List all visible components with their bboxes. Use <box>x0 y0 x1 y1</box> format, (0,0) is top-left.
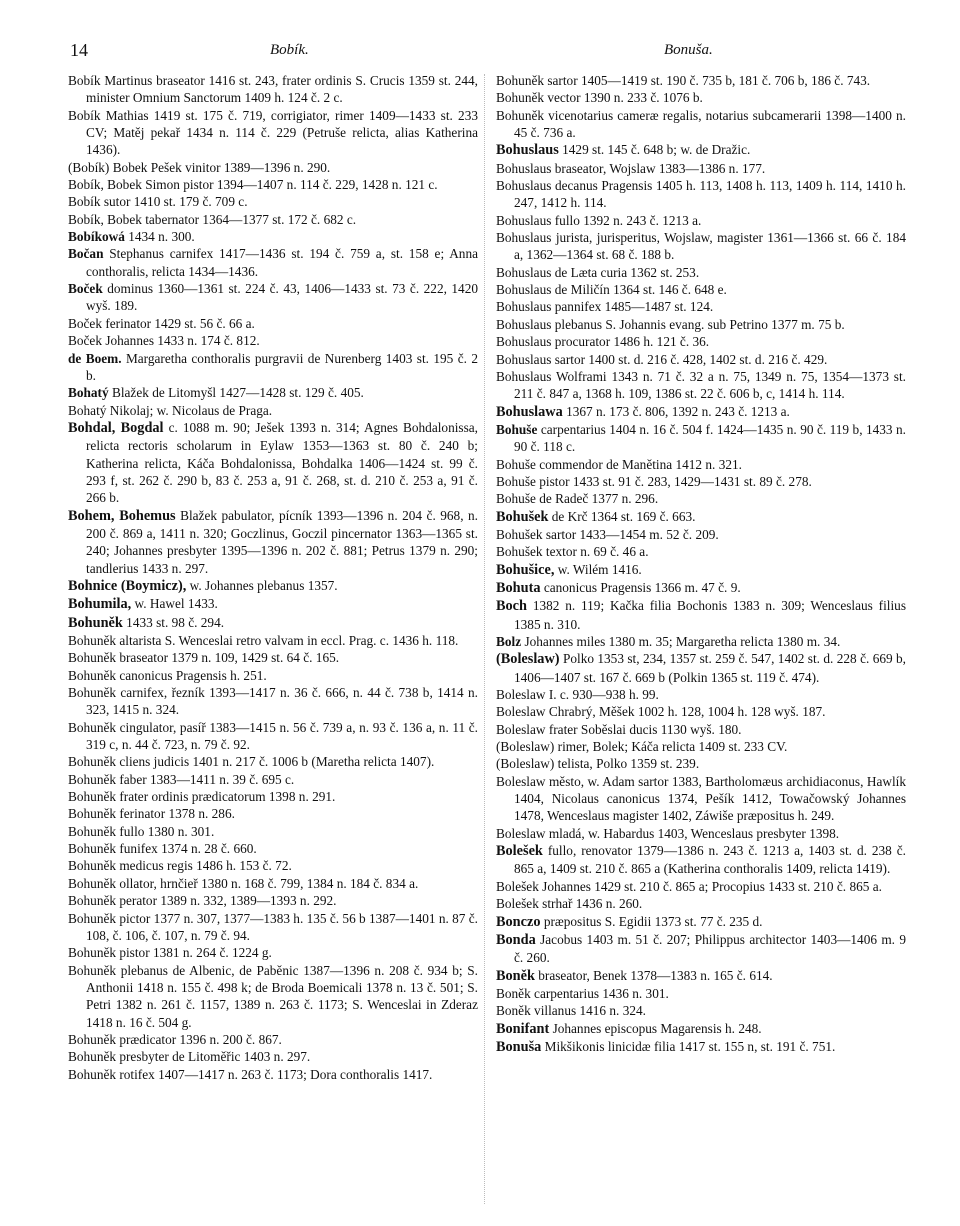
entry-text: Blažek de Litomyšl 1427—1428 st. 129 č. 405. <box>111 385 364 401</box>
index-entry <box>68 577 478 595</box>
entry-text: de Krč 1364 st. 169 č. 663. <box>551 508 696 524</box>
entry-headword: Bohuněk <box>68 823 117 839</box>
index-entry <box>496 107 906 142</box>
index-entry <box>496 368 906 403</box>
entry-text: decanus Pragensis 1405 h. 113, 1408 h. 113, 1409 h. 114, 1410 h. 247, 1412 h. 114. <box>514 178 907 211</box>
entry-text: vector 1390 n. 233 č. 1076 b. <box>547 90 703 106</box>
entry-text: fullo 1380 n. 301. <box>119 823 215 839</box>
index-entry <box>68 1031 478 1048</box>
entry-headword: Bonda <box>496 931 536 948</box>
entry-headword: Bohuše <box>496 473 536 489</box>
entry-headword: Bohuslaus <box>496 299 552 315</box>
entry-headword: Boch <box>496 598 527 615</box>
entry-text: de Miličín 1364 st. 146 č. 648 e. <box>554 282 727 298</box>
index-entry <box>496 686 906 703</box>
index-entry <box>496 773 906 825</box>
entry-headword: Bohuslaus <box>496 282 552 298</box>
index-entry <box>496 967 906 985</box>
entry-text: plebanus S. Johannis evang. sub Petrino 1377 m. 75 b. <box>554 316 845 332</box>
index-entry <box>68 350 478 385</box>
entry-text: cliens judicis 1401 n. 217 č. 1006 b (Maretha relicta 1407). <box>119 754 435 770</box>
index-entry <box>496 543 906 560</box>
entry-headword: Bohuslaus <box>496 316 552 332</box>
index-entry <box>496 1020 906 1038</box>
entry-headword: Bohuněk <box>68 789 117 805</box>
entry-text: w. Wilém 1416. <box>557 561 642 577</box>
entry-text: fullo 1392 n. 243 č. 1213 a. <box>554 212 702 228</box>
index-entry <box>68 315 478 332</box>
entry-headword: Bobík <box>68 194 101 210</box>
entry-headword: Bohuněk <box>496 107 545 123</box>
entry-headword: Boněk <box>496 967 535 984</box>
entry-text: ferinator 1429 st. 56 č. 66 a. <box>105 315 255 331</box>
index-entry <box>496 456 906 473</box>
entry-headword: Bohuněk <box>68 875 117 891</box>
entry-text: Pešek vinitor 1389—1396 n. 290. <box>150 159 331 175</box>
entry-headword: Bohuněk <box>68 667 117 683</box>
entry-headword: Bohumila, <box>68 596 132 613</box>
entry-headword: Bočan <box>68 246 104 262</box>
index-entry <box>496 72 906 89</box>
entry-text: funifex 1374 n. 28 č. 660. <box>119 841 257 857</box>
entry-text: Mathias 1419 st. 175 č. 719, corrigiator, rimer 1409—1433 st. 233 CV; Matěj pekař 1434 n. 114 č. 229 (Petruše relicta, alias Katherina 1436). <box>86 107 479 158</box>
index-entry <box>68 892 478 909</box>
entry-text: prædicator 1396 n. 200 č. 867. <box>119 1031 282 1047</box>
entry-text: 1434 n. 300. <box>128 229 195 245</box>
entry-headword: Bohem, Bohemus <box>68 507 176 524</box>
entry-headword: Bohuše <box>496 421 538 437</box>
entry-headword: Bohuslaus <box>496 368 552 384</box>
index-entry <box>496 281 906 298</box>
index-entry <box>496 473 906 490</box>
index-entry <box>68 667 478 684</box>
entry-headword: Boleslaw <box>496 687 546 703</box>
entry-headword: Bohuněk <box>68 1049 117 1065</box>
index-entry <box>68 507 478 577</box>
entry-text: tabernator 1364—1377 st. 172 č. 682 c. <box>145 211 357 227</box>
entry-text: 1367 n. 173 č. 806, 1392 n. 243 č. 1213 a. <box>566 403 790 419</box>
index-entry <box>496 264 906 281</box>
entry-text: medicus regis 1486 h. 153 č. 72. <box>119 858 292 874</box>
entry-text: altarista S. Wenceslai retro valvam in eccl. Prag. c. 1436 h. 118. <box>119 633 459 648</box>
entry-text: de Radeč 1377 n. 296. <box>539 491 659 507</box>
entry-headword: Bonczo <box>496 913 541 930</box>
index-entry <box>68 788 478 805</box>
entry-text: Johannes 1429 st. 210 č. 865 a; Procopius 1433 st. 210 č. 865 a. <box>542 878 882 894</box>
entry-headword: Bohuněk <box>68 1066 117 1082</box>
index-entry <box>68 72 478 107</box>
entry-text: canonicus Pragensis 1366 m. 47 č. 9. <box>543 579 741 595</box>
entry-text: strhař 1436 n. 260. <box>542 896 643 912</box>
entry-text: Johannes 1433 n. 174 č. 812. <box>105 333 260 349</box>
index-entry <box>496 298 906 315</box>
entry-text: jurista, jurisperitus, Wojslaw, magister 1361—1366 st. 66 č. 184 a, 1362—1364 st. 68 č. 188 b. <box>514 230 906 263</box>
entry-text: cingulator, pasíř 1383—1415 n. 56 č. 739 a, n. 93 č. 136 a, n. 11 č. 319 c, n. 44 č. 723, n. 79 č. 92. <box>86 719 479 753</box>
entry-headword: Boleslaw <box>496 721 546 737</box>
index-entry <box>68 632 478 649</box>
entry-headword: Boněk <box>496 1003 531 1019</box>
entry-headword: (Bobík) Bobek <box>68 159 148 175</box>
index-entry <box>68 875 478 892</box>
running-head-right: Bonuša. <box>664 42 713 58</box>
entry-text: Jacobus 1403 m. 51 č. 207; Philippus architector 1403—1406 m. 9 č. 260. <box>514 931 907 966</box>
entry-text: frater ordinis prædicatorum 1398 n. 291. <box>119 789 336 805</box>
index-entry <box>68 107 478 159</box>
entry-text: Mikšikonis linicidæ filia 1417 st. 155 n, st. 191 č. 751. <box>544 1038 836 1054</box>
page-number: 14 <box>70 40 88 60</box>
entry-text: dominus 1360—1361 st. 224 č. 43, 1406—1433 st. 73 č. 222, 1420 wyš. 189. <box>86 281 479 314</box>
index-entry <box>68 910 478 945</box>
entry-text: pistor 1433 st. 91 č. 283, 1429—1431 st. 89 č. 278. <box>539 473 812 489</box>
left-column <box>68 72 478 1083</box>
index-entry <box>496 721 906 738</box>
index-entry <box>68 402 478 419</box>
right-column <box>496 72 906 1056</box>
entry-text: sartor 1405—1419 st. 190 č. 735 b, 181 č. 706 b, 186 č. 743. <box>547 73 871 88</box>
entry-text: pistor 1381 n. 264 č. 1224 g. <box>119 945 272 961</box>
entry-text: I. c. 930—938 h. 99. <box>548 687 659 703</box>
index-entry <box>68 684 478 719</box>
entry-text: Margaretha conthoralis purgravii de Nurenberg 1403 st. 195 č. 2 b. <box>86 350 479 383</box>
index-entry <box>68 193 478 210</box>
entry-text: telista, Polko 1359 st. 239. <box>557 756 700 772</box>
index-entry <box>496 1038 906 1056</box>
index-entry <box>68 211 478 228</box>
entry-headword: Bolešek <box>496 843 543 860</box>
entry-text: ferinator 1378 n. 286. <box>119 806 235 822</box>
index-entry <box>68 1066 478 1083</box>
index-entry <box>496 508 906 526</box>
entry-headword: Bohušice, <box>496 561 555 578</box>
entry-headword: Bobík, Bobek <box>68 177 142 193</box>
index-entry <box>68 719 478 754</box>
entry-headword: Bobík <box>68 73 101 88</box>
index-entry <box>496 141 906 159</box>
entry-headword: Boněk <box>496 985 531 1001</box>
entry-headword: Bohušek <box>496 526 543 542</box>
entry-headword: Bohuněk <box>68 841 117 857</box>
entry-headword: Bobík <box>68 107 101 123</box>
entry-headword: Bohuněk <box>68 910 117 926</box>
entry-headword: Bohušek <box>496 508 549 525</box>
entry-headword: Boček <box>68 315 102 331</box>
index-entry <box>496 842 906 878</box>
entry-headword: Bohuta <box>496 579 541 596</box>
running-head-left: Bobík. <box>270 42 309 58</box>
entry-headword: Boleslaw <box>496 825 546 841</box>
index-entry <box>68 384 478 401</box>
index-entry <box>496 333 906 350</box>
entry-headword: Bohuslaus <box>496 142 559 159</box>
entry-headword: Bohuněk <box>496 90 545 106</box>
entry-headword: Bonuša <box>496 1038 542 1055</box>
entry-text: braseator, Benek 1378—1383 n. 165 č. 614. <box>538 967 773 983</box>
entry-text: fullo, renovator 1379—1386 n. 243 č. 1213 a, 1403 st. d. 238 č. 865 a, 1409 st. 210 č. 865 a (Katherina conthoralis 1409, relicta 1419). <box>514 843 906 877</box>
index-entry <box>68 332 478 349</box>
entry-headword: Bohatý <box>68 385 109 401</box>
entry-text: ollator, hrnčieř 1380 n. 168 č. 799, 1384 n. 184 č. 834 a. <box>119 875 419 891</box>
index-entry <box>68 649 478 666</box>
entry-text: carpentarius 1404 n. 16 č. 504 f. 1424—1435 n. 90 č. 119 b, 1433 n. 90 č. 118 c. <box>514 421 906 455</box>
entry-text: præpositus S. Egidii 1373 st. 77 č. 235 d. <box>543 913 763 929</box>
index-entry <box>496 650 906 686</box>
entry-text: Johannes episcopus Magarensis h. 248. <box>552 1020 762 1036</box>
index-entry <box>68 419 478 507</box>
index-entry <box>68 176 478 193</box>
entry-headword: Boček <box>68 333 102 349</box>
entry-headword: Bohuněk <box>68 962 117 978</box>
entry-text: Polko 1353 st, 234, 1357 st. 259 č. 547, 1402 st. d. 228 č. 669 b, 1406—1407 st. 167 č. 669 b (Polkin 1365 st. 119 č. 474). <box>514 651 907 685</box>
entry-text: frater Soběslai ducis 1130 wyš. 180. <box>548 721 742 737</box>
entry-headword: Bohuněk <box>68 945 117 961</box>
entry-headword: Bohuslaus <box>496 351 552 367</box>
entry-text: c. 1088 m. 90; Ješek 1393 n. 314; Agnes Bohdalonissa, relicta rectoris scholarum in Eylaw 1353—1363 st. 80 č. 240 b; Katherina relicta, Káča Bohdalonissa, Bohdalka 1406—1424 st. 99 č. 293 f, st. 262 č. 290 b, 83 č. 253 a, 91 č. 268, st. d. 210 č. 253 a, 91 č. 266 b. <box>86 419 478 506</box>
index-entry <box>68 962 478 1031</box>
entry-headword: Bolz <box>496 634 522 649</box>
entry-headword: Boleslaw <box>496 704 546 720</box>
entry-text: Chrabrý, Měšek 1002 h. 128, 1004 h. 128 wyš. 187. <box>548 704 826 720</box>
entry-headword: Bohuněk <box>68 685 117 701</box>
index-entry <box>496 403 906 421</box>
entry-text: Wolframi 1343 n. 71 č. 32 a n. 75, 1349 n. 75, 1354—1373 st. 211 č. 847 a, 1368 h. 109, 1386 st. 22 č. 606 b, c, 1414 h. 114. <box>514 368 906 402</box>
entry-headword: Bohuslaus <box>496 212 552 228</box>
entry-text: Johannes miles 1380 m. 35; Margaretha relicta 1380 m. 34. <box>524 634 841 649</box>
index-entry <box>496 703 906 720</box>
entry-headword: Bohatý <box>68 402 107 418</box>
column-divider <box>484 74 485 1204</box>
entry-headword: Bohuněk <box>68 858 117 874</box>
index-entry <box>68 280 478 315</box>
index-entry <box>496 212 906 229</box>
entry-text: Stephanus carnifex 1417—1436 st. 194 č. 759 a, st. 158 e; Anna conthoralis, relicta 1434—1436. <box>86 246 478 279</box>
entry-text: rotifex 1407—1417 n. 263 č. 1173; Dora conthoralis 1417. <box>119 1066 433 1082</box>
entry-headword: Bohušek <box>496 544 543 560</box>
entry-text: presbyter de Litoměřic 1403 n. 297. <box>119 1049 311 1065</box>
entry-headword: Bohuslaus <box>496 264 552 280</box>
index-entry <box>68 753 478 770</box>
index-entry <box>496 1002 906 1019</box>
entry-headword: Bobík, Bobek <box>68 211 142 227</box>
entry-headword: (Boleslaw) <box>496 739 555 755</box>
entry-headword: Bonifant <box>496 1020 550 1037</box>
index-entry <box>68 245 478 280</box>
entry-text: rimer, Bolek; Káča relicta 1409 st. 233 CV. <box>557 739 788 755</box>
entry-headword: Bohuněk <box>68 754 117 770</box>
entry-text: město, w. Adam sartor 1383, Bartholomæus archidiaconus, Hawlík 1404, Nicolaus canonicus 1374, Pešík 1412, Towačowský Johannes 1478, Wenceslaus magister 1402, Záwiše præpositus h. 249. <box>514 773 907 824</box>
entry-text: w. Hawel 1433. <box>134 596 218 612</box>
entry-headword: Bohuněk <box>68 806 117 822</box>
entry-text: 1382 n. 119; Kačka filia Bochonis 1383 n. 309; Wenceslaus filius 1385 n. 310. <box>514 598 907 632</box>
entry-text: braseator 1379 n. 109, 1429 st. 64 č. 165. <box>119 650 340 666</box>
entry-text: sartor 1433—1454 m. 52 č. 209. <box>545 526 719 542</box>
entry-text: carpentarius 1436 n. 301. <box>534 985 669 1001</box>
index-entry <box>68 805 478 822</box>
index-entry <box>68 614 478 632</box>
index-entry <box>496 229 906 264</box>
entry-headword: Bohuslaus <box>496 160 552 176</box>
index-entry <box>496 913 906 931</box>
entry-text: carnifex, řezník 1393—1417 n. 36 č. 666, n. 44 č. 738 b, 1414 n. 323, 1415 n. 324. <box>86 685 479 718</box>
entry-headword: Bohuslaus <box>496 178 552 194</box>
entry-text: perator 1389 n. 332, 1389—1393 n. 292. <box>119 893 337 909</box>
entry-headword: Boleslaw <box>496 773 546 789</box>
index-entry <box>496 597 906 633</box>
entry-headword: Bohuslaus <box>496 230 552 246</box>
index-entry <box>68 944 478 961</box>
entry-headword: Bobíkowá <box>68 229 125 245</box>
entry-headword: Boček <box>68 281 103 297</box>
index-entry <box>496 633 906 650</box>
entry-text: vicenotarius cameræ regalis, notarius subcamerarii 1398—1400 n. 45 č. 736 a. <box>514 107 906 141</box>
index-entry <box>496 878 906 895</box>
index-entry <box>496 421 906 456</box>
entry-headword: Bohdal, Bogdal <box>68 419 164 436</box>
index-entry <box>68 1048 478 1065</box>
index-entry <box>68 823 478 840</box>
entry-headword: de Boem. <box>68 350 122 366</box>
entry-text: Martinus braseator 1416 st. 243, frater ordinis S. Crucis 1359 st. 244, minister Omnium Sanctorum 1409 h. 124 č. 2 c. <box>86 73 478 106</box>
index-entry <box>68 840 478 857</box>
entry-text: villanus 1416 n. 324. <box>534 1003 646 1019</box>
entry-text: w. Johannes plebanus 1357. <box>189 577 338 593</box>
entry-text: sutor 1410 st. 179 č. 709 c. <box>103 194 248 210</box>
entry-text: Blažek pabulator, pícník 1393—1396 n. 204 č. 968, n. 200 č. 869 a, 1411 n. 320; Goczlinus, Goczil pincernator 1363—1365 st. 240; Johannes presbyter 1395—1396 n. 202 č. 881; Petrus 1379 n. 290; tandlerius 1433 n. 297. <box>86 507 478 576</box>
entry-headword: Bohnice (Boymicz), <box>68 577 187 594</box>
index-entry <box>496 89 906 106</box>
entry-headword: Bolešek <box>496 878 539 894</box>
index-entry <box>496 490 906 507</box>
index-entry <box>496 755 906 772</box>
entry-text: procurator 1486 h. 121 č. 36. <box>554 334 710 350</box>
entry-text: de Læta curia 1362 st. 253. <box>554 264 700 280</box>
entry-headword: Bohuněk <box>68 893 117 909</box>
entry-headword: Bohuslaus <box>496 334 552 350</box>
index-entry <box>496 738 906 755</box>
entry-headword: (Boleslaw) <box>496 756 555 772</box>
index-entry <box>68 228 478 245</box>
entry-text: 1433 st. 98 č. 294. <box>126 614 225 630</box>
entry-headword: Bohuslawa <box>496 403 563 420</box>
index-entry <box>496 177 906 212</box>
entry-headword: Bohuněk <box>68 719 117 735</box>
entry-headword: Bohuněk <box>496 73 545 88</box>
entry-text: mladá, w. Habardus 1403, Wenceslaus presbyter 1398. <box>548 825 840 841</box>
entry-headword: Bohuněk <box>68 633 117 648</box>
index-entry <box>496 825 906 842</box>
entry-text: Simon pistor 1394—1407 n. 114 č. 229, 1428 n. 121 c. <box>145 177 438 193</box>
entry-text: plebanus de Albenic, de Paběnic 1387—1396 n. 208 č. 934 b; S. Anthonii 1418 n. 155 č. 498 k; de Broda Boemicali 1378 n. 13 č. 501; S. Petri 1382 n. 261 č. 1157, 1389 n. 263 č. 1173; S. Wenceslai in Zderaz 1418 n. 16 č. 504 g. <box>86 962 478 1030</box>
entry-headword: Bolešek <box>496 896 539 912</box>
entry-headword: Bohuněk <box>68 614 123 631</box>
index-entry <box>496 895 906 912</box>
index-entry <box>68 159 478 176</box>
entry-headword: Bohuše <box>496 456 536 472</box>
entry-text: pannifex 1485—1487 st. 124. <box>554 299 714 315</box>
entry-headword: Bohuněk <box>68 1031 117 1047</box>
entry-headword: (Boleslaw) <box>496 651 560 668</box>
index-entry <box>496 316 906 333</box>
entry-text: 1429 st. 145 č. 648 b; w. de Dražic. <box>562 142 751 158</box>
index-entry <box>68 595 478 613</box>
entry-text: braseator, Wojslaw 1383—1386 n. 177. <box>554 160 766 176</box>
entry-text: Nikolaj; w. Nicolaus de Praga. <box>109 402 273 418</box>
index-entry <box>496 561 906 579</box>
index-entry <box>496 985 906 1002</box>
entry-text: pictor 1377 n. 307, 1377—1383 h. 135 č. 56 b 1387—1401 n. 87 č. 108, č. 106, č. 107, n. 79 č. 94. <box>86 910 478 943</box>
entry-headword: Bohuněk <box>68 650 117 666</box>
entry-headword: Bohuše <box>496 491 536 507</box>
entry-text: textor n. 69 č. 46 a. <box>545 544 649 560</box>
entry-text: sartor 1400 st. d. 216 č. 428, 1402 st. d. 216 č. 429. <box>554 351 828 367</box>
index-entry <box>496 351 906 368</box>
entry-text: canonicus Pragensis h. 251. <box>119 667 267 683</box>
index-entry <box>68 857 478 874</box>
entry-headword: Bohuněk <box>68 771 117 787</box>
index-entry <box>496 931 906 967</box>
entry-text: commendor de Manětina 1412 n. 321. <box>539 456 742 472</box>
index-entry <box>68 771 478 788</box>
index-entry <box>496 579 906 597</box>
index-entry <box>496 526 906 543</box>
index-entry <box>496 160 906 177</box>
entry-text: faber 1383—1411 n. 39 č. 695 c. <box>119 771 295 787</box>
